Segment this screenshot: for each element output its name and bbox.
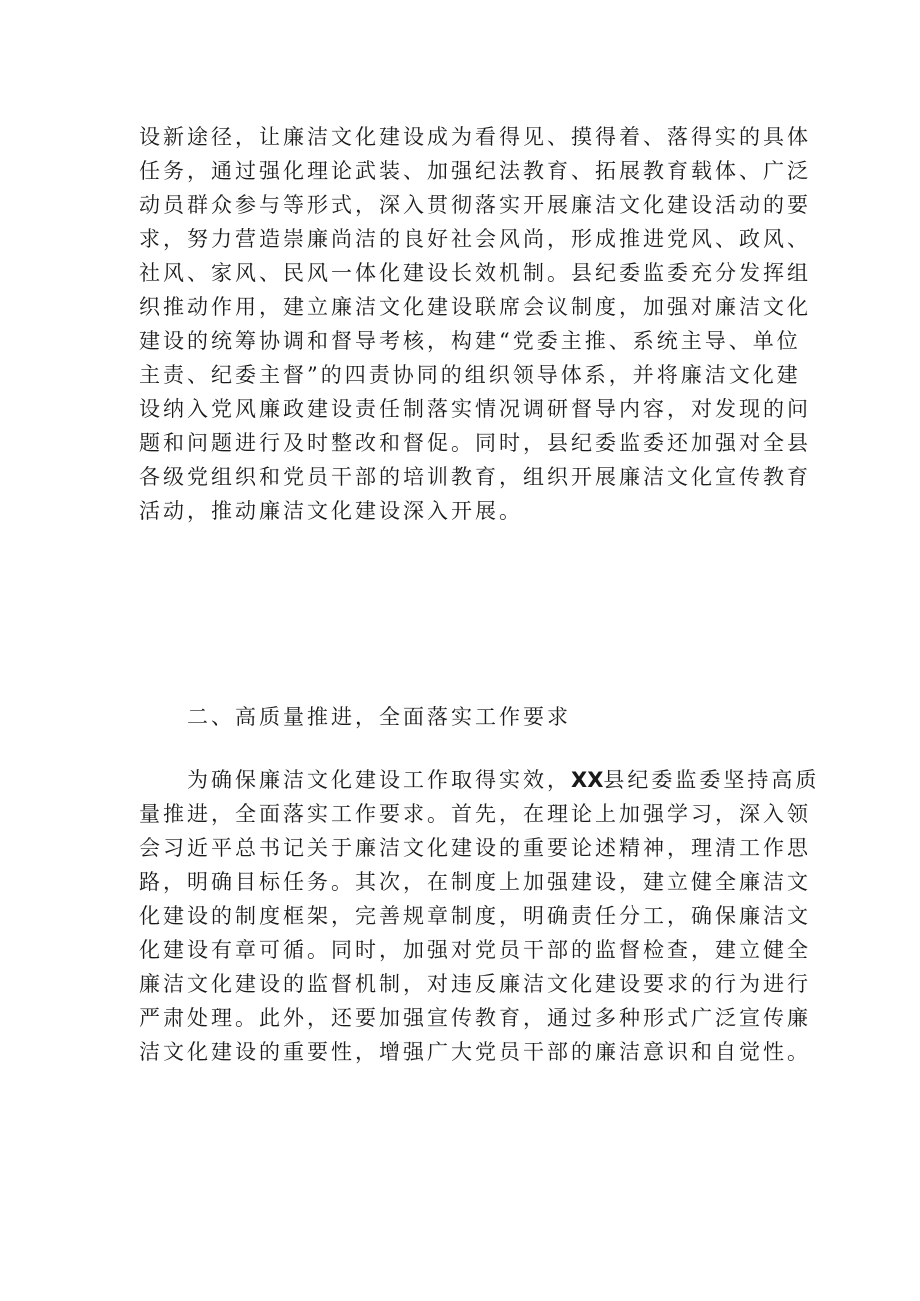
paragraph-first-line-prefix: 为确保廉洁文化建设工作取得实效， — [187, 768, 571, 792]
paragraph-line: 化建设的制度框架，完善规章制度，明确责任分工，确保廉洁文 — [139, 904, 811, 928]
paragraph-line: 严肃处理。此外，还要加强宣传教育，通过多种形式广泛宣传廉 — [139, 1006, 811, 1030]
paragraph-line: 动员群众参与等形式，深入贯彻落实开展廉洁文化建设活动的要 — [139, 193, 811, 217]
paragraph-first-line-suffix: 县纪委监委坚持高质 — [603, 768, 820, 792]
county-name-placeholder: XX — [571, 768, 604, 792]
paragraph-line: 题和问题进行及时整改和督促。同时，县纪委监委还加强对全县 — [139, 431, 811, 455]
paragraph-line: 主责、纪委主督”的四责协同的组织领导体系，并将廉洁文化建 — [139, 363, 801, 387]
section-heading-text: 二、高质量推进，全面落实工作要求 — [187, 705, 571, 729]
paragraph-line: 化建设有章可循。同时，加强对党员干部的监督检查，建立健全 — [139, 938, 811, 962]
paragraph-line: 设新途径，让廉洁文化建设成为看得见、摸得着、落得实的具体 — [139, 125, 811, 149]
paragraph-line: 各级党组织和党员干部的培训教育，组织开展廉洁文化宣传教育 — [139, 465, 811, 489]
paragraph-line: 会习近平总书记关于廉洁文化建设的重要论述精神，理清工作思 — [139, 836, 811, 860]
section-heading — [139, 700, 799, 734]
paragraph-section-two — [139, 763, 820, 1069]
paragraph-line: 任务，通过强化理论武装、加强纪法教育、拓展教育载体、广泛 — [139, 159, 811, 183]
paragraph-line: 路，明确目标任务。其次，在制度上加强建设，建立健全廉洁文 — [139, 870, 811, 894]
paragraph-line: 建设的统筹协调和督导考核，构建“党委主推、系统主导、单位 — [139, 329, 801, 353]
paragraph-continuation — [139, 120, 811, 528]
paragraph-line: 量推进，全面落实工作要求。首先，在理论上加强学习，深入领 — [139, 802, 811, 826]
paragraph-line: 设纳入党风廉政建设责任制落实情况调研督导内容，对发现的问 — [139, 397, 811, 421]
paragraph-first-line — [139, 763, 820, 797]
paragraph-line: 洁文化建设的重要性，增强广大党员干部的廉洁意识和自觉性。 — [139, 1040, 811, 1064]
paragraph-line: 求，努力营造崇廉尚洁的良好社会风尚，形成推进党风、政风、 — [139, 227, 811, 251]
paragraph-line: 活动，推动廉洁文化建设深入开展。 — [139, 499, 523, 523]
paragraph-line: 廉洁文化建设的监督机制，对违反廉洁文化建设要求的行为进行 — [139, 972, 811, 996]
paragraph-line: 织推动作用，建立廉洁文化建设联席会议制度，加强对廉洁文化 — [139, 295, 811, 319]
paragraph-line: 社风、家风、民风一体化建设长效机制。县纪委监委充分发挥组 — [139, 261, 811, 285]
